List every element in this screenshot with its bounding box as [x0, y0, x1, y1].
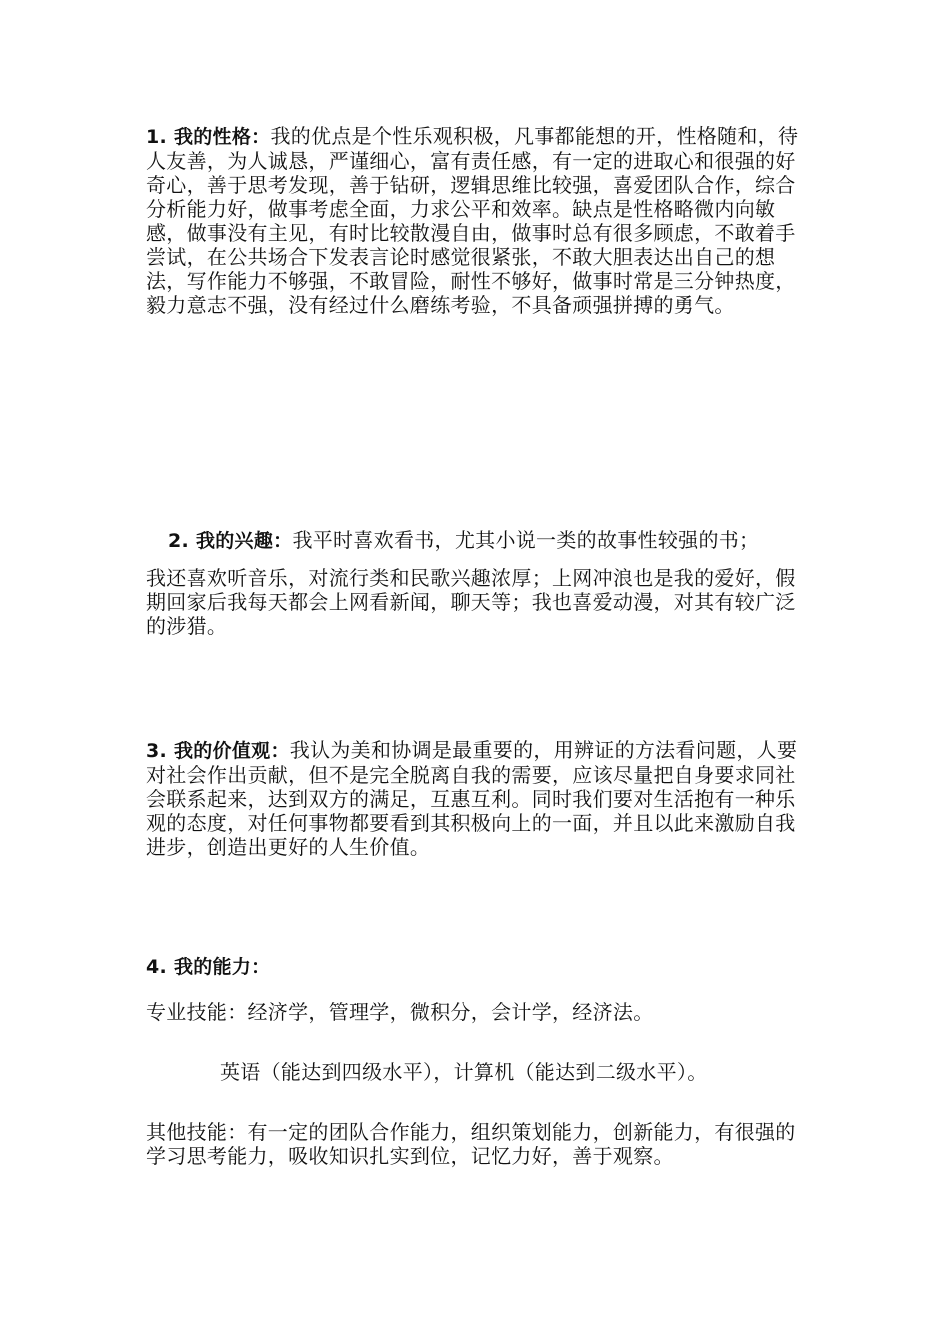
section-heading-interests: 2. 我的兴趣： — [168, 530, 293, 552]
section-heading-personality: 1. 我的性格： — [146, 126, 271, 148]
section-heading-abilities: 4. 我的能力： — [146, 956, 271, 978]
section-heading-values: 3. 我的价值观： — [146, 740, 290, 762]
section-values — [146, 738, 806, 859]
section-interests-line1 — [168, 528, 818, 553]
abilities-languages: 英语（能达到四级水平），计算机（能达到二级水平）。 — [220, 1060, 708, 1084]
section-body-personality: 我的优点是个性乐观积极，凡事都能想的开，性格随和，待人友善，为人诚恳，严谨细心，富有责任感，有一定的进取心和很强的好奇心，善于思考发现，善于钻研，逻辑思维比较强，喜爱团队合作，综合分析能力好，做事考虑全面，力求公平和效率。缺点是性格略微内向敏感，做事没有主见，有时比较散漫自由，做事时总有很多顾虑，不敢着手尝试，在公共场合下发表言论时感觉很紧张，不敢大胆表达出自己的想法，写作能力不够强，不敢冒险，耐性不够好，做事时常是三分钟热度，毅力意志不强，没有经过什么磨练考验，不具备顽强拼搏的勇气。 — [146, 124, 799, 317]
section-interests-first-line: 我平时喜欢看书，尤其小说一类的故事性较强的书； — [292, 528, 760, 552]
section-body-interests: 我还喜欢听音乐，对流行类和民歌兴趣浓厚；上网冲浪也是我的爱好，假期回家后我每天都会上网看新闻，聊天等；我也喜爱动漫，对其有较广泛的涉猎。 — [146, 566, 796, 638]
abilities-professional: 专业技能：经济学，管理学，微积分，会计学，经济法。 — [146, 1000, 654, 1024]
section-personality — [146, 124, 806, 317]
section-body-values: 我认为美和协调是最重要的，用辨证的方法看问题，人要对社会作出贡献，但不是完全脱离自我的需要，应该尽量把自身要求同社会联系起来，达到双方的满足，互惠互利。同时我们要对生活抱有一种乐观的态度，对任何事物都要看到其积极向上的一面，并且以此来激励自我进步，创造出更好的人生价值。 — [146, 738, 798, 859]
abilities-other: 其他技能：有一定的团队合作能力，组织策划能力，创新能力，有很强的学习思考能力，吸收知识扎实到位，记忆力好，善于观察。 — [146, 1120, 796, 1168]
